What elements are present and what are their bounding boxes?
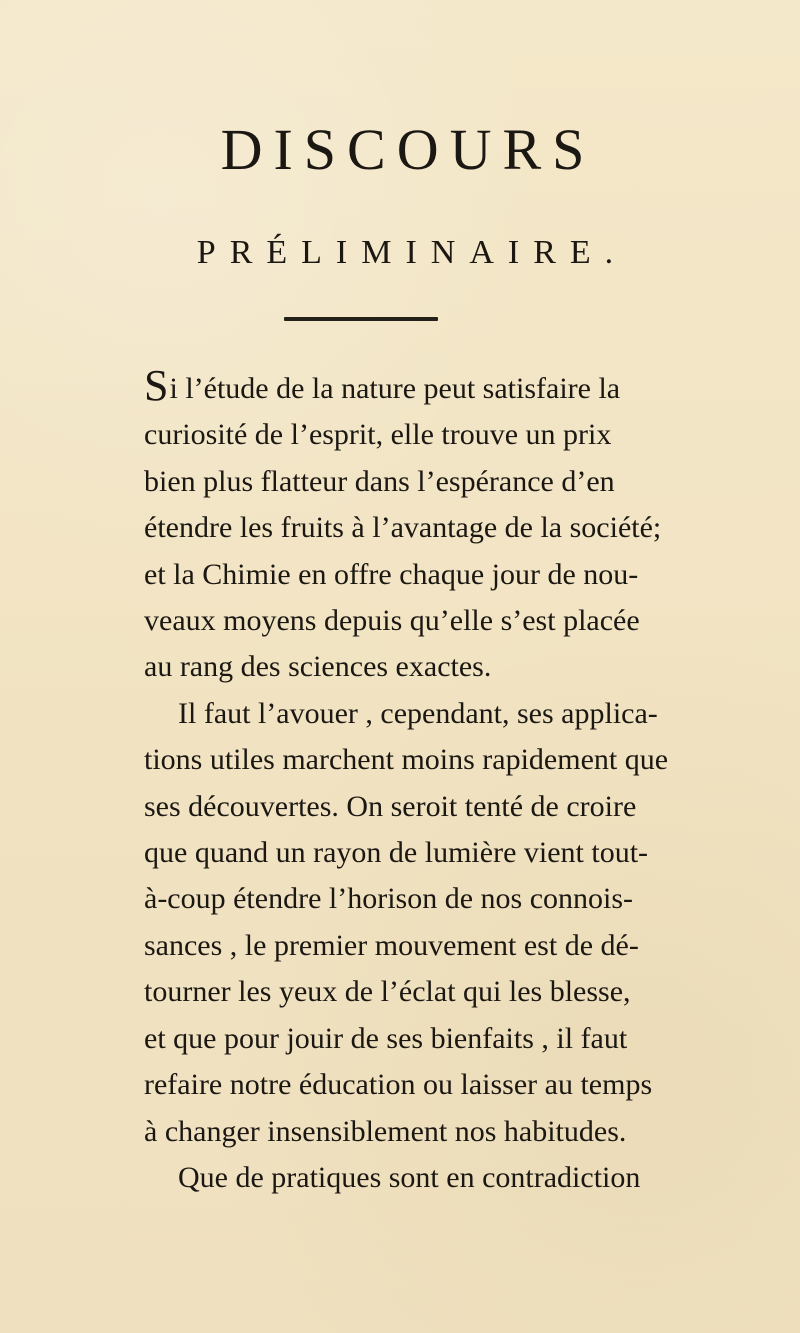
text-line: Que de pratiques sont en contradiction xyxy=(178,1160,641,1194)
text-line: que quand un rayon de lumière vient tout- xyxy=(144,836,649,870)
text-line: et que pour jouir de ses bienfaits , il faut xyxy=(144,1021,628,1055)
text-line: tions utiles marchent moins rapidement que xyxy=(144,743,669,777)
drop-capital: S xyxy=(144,361,169,410)
text-line: bien plus flatteur dans l’espérance d’en xyxy=(144,464,615,498)
text-line: sances , le premier mouvement est de dé- xyxy=(144,928,639,962)
text-line: ses découvertes. On seroit tenté de croire xyxy=(144,789,637,823)
text-line: au rang des sciences exactes. xyxy=(144,650,492,684)
text-line: à changer insensiblement nos habitudes. xyxy=(144,1114,627,1148)
text-line: veaux moyens depuis qu’elle s’est placée xyxy=(144,604,640,638)
text-line xyxy=(144,361,684,412)
text-line: curiosité de l’esprit, elle trouve un prix xyxy=(144,418,612,452)
text-line: tourner les yeux de l’éclat qui les blesse, xyxy=(144,975,631,1009)
body-text xyxy=(144,361,684,1201)
text-line: à-coup étendre l’horison de nos connois- xyxy=(144,882,634,916)
text-line-content: i l’étude de la nature peut satisfaire la xyxy=(169,372,621,405)
page-subtitle: PRÉLIMINAIRE. xyxy=(196,234,628,271)
title-rule xyxy=(284,317,438,321)
text-line: et la Chimie en offre chaque jour de nou- xyxy=(144,557,639,591)
page-title: DISCOURS xyxy=(220,117,596,182)
text-line: étendre les fruits à l’avantage de la société; xyxy=(144,511,662,545)
text-line: refaire notre éducation ou laisser au temps xyxy=(144,1068,653,1102)
text-line: Il faut l’avouer , cependant, ses applica- xyxy=(178,696,658,730)
